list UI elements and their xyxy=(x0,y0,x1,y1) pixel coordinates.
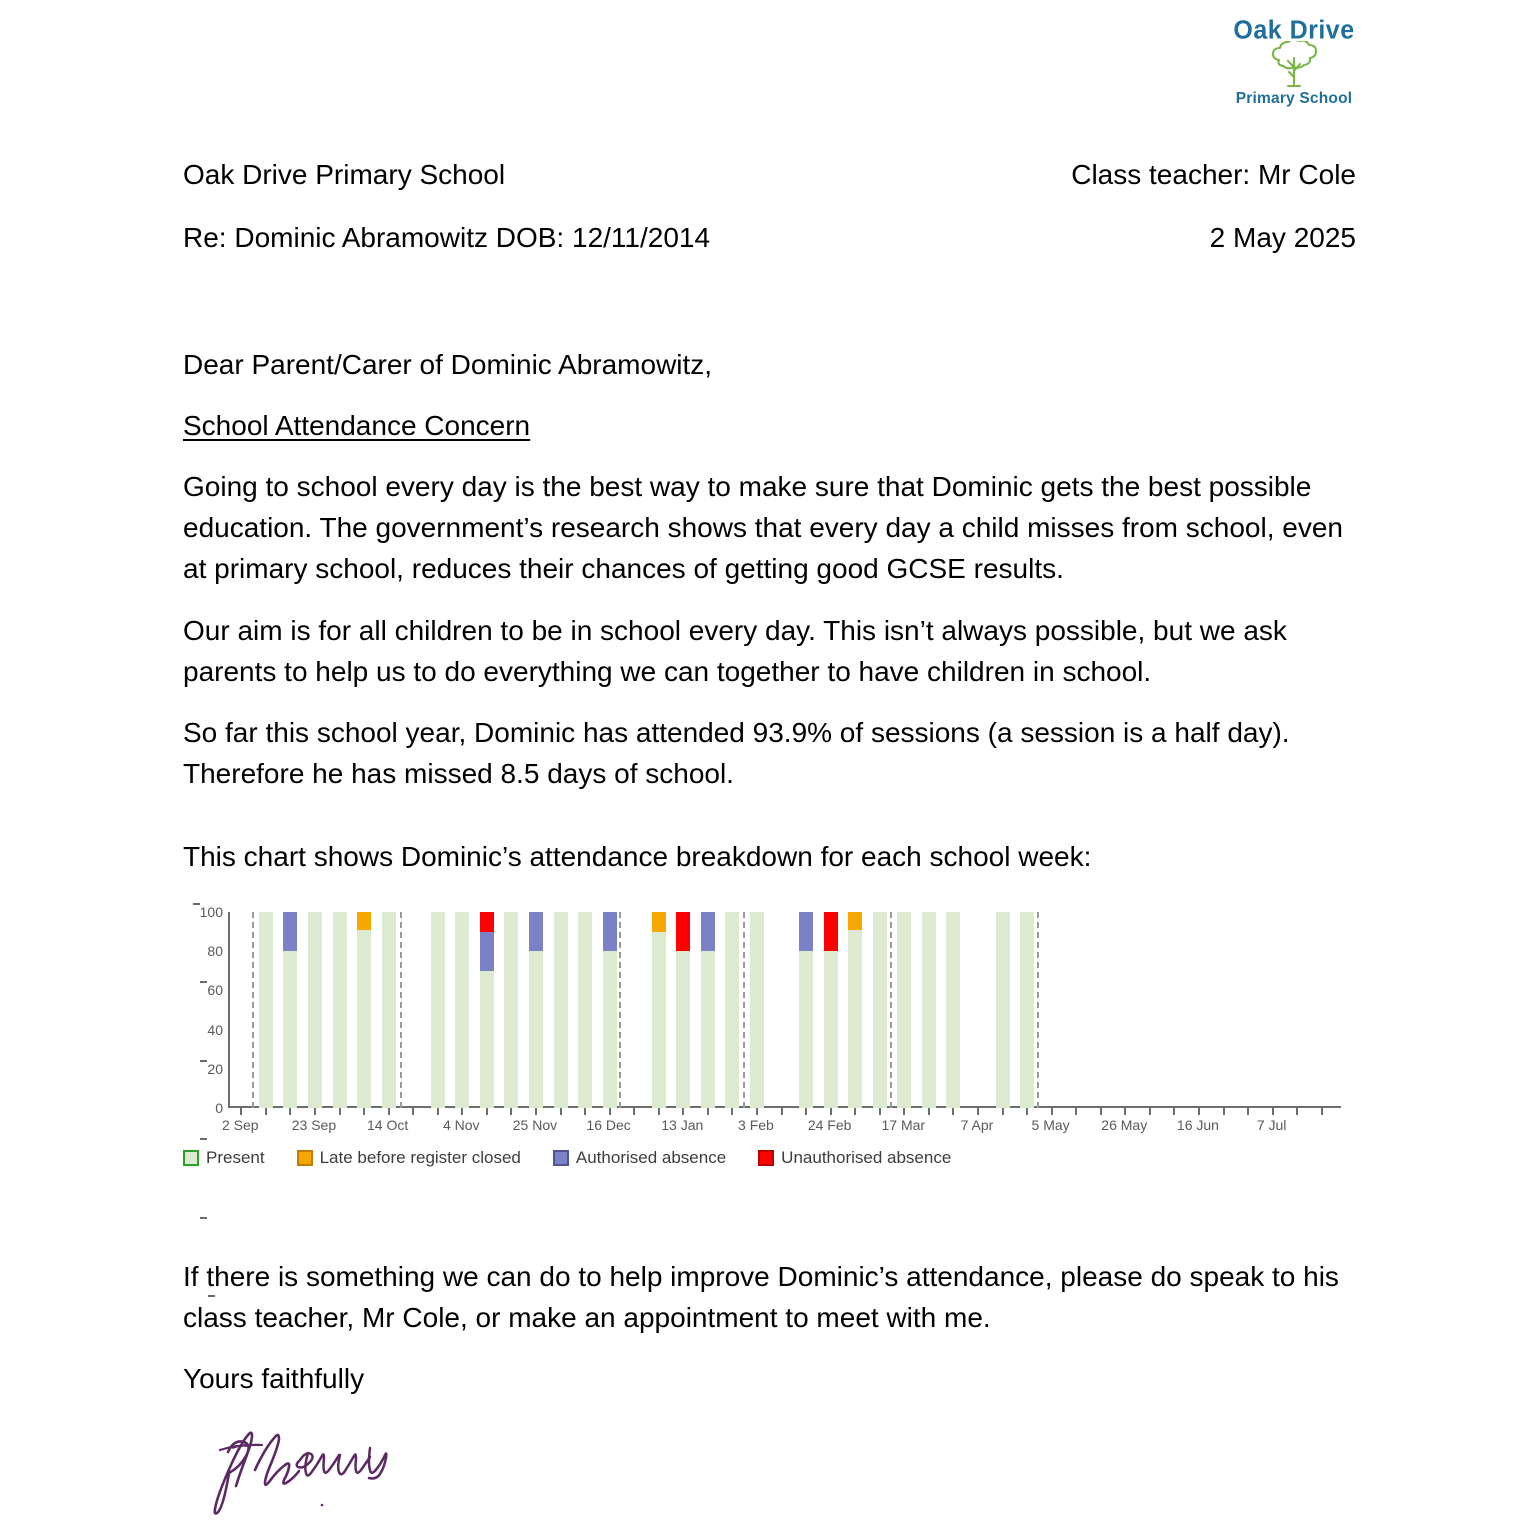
legend-label-late: Late before register closed xyxy=(319,1148,521,1167)
bar-segment-unauthorised xyxy=(824,912,838,951)
bar-segment-present xyxy=(824,951,838,1108)
x-tick-mark xyxy=(805,1108,807,1115)
chart-bar xyxy=(431,912,445,1108)
x-tick-mark xyxy=(314,1108,316,1115)
bar-segment-present xyxy=(750,912,764,1108)
y-tick-label: 80 xyxy=(207,943,223,959)
header-row-school xyxy=(183,158,1356,192)
letter-date: 2 May 2025 xyxy=(1209,222,1356,253)
x-tick-label: 17 Mar xyxy=(881,1117,926,1133)
y-tick-mark xyxy=(200,981,207,983)
term-divider xyxy=(252,912,254,1108)
x-tick-mark xyxy=(1051,1108,1053,1115)
attendance-chart xyxy=(183,906,1358,1181)
logo-top-text: Oak Drive xyxy=(1233,15,1355,45)
bar-segment-present xyxy=(480,971,494,1108)
x-tick-mark xyxy=(510,1108,512,1115)
legend-swatch-present xyxy=(183,1150,199,1166)
x-tick-label: 5 May xyxy=(1031,1117,1070,1133)
x-tick-label: 3 Feb xyxy=(738,1117,774,1133)
x-tick-mark xyxy=(560,1108,562,1115)
chart-bar xyxy=(922,912,936,1108)
x-tick-mark xyxy=(437,1108,439,1115)
paragraph-closing: If there is something we can do to help improve Dominic’s attendance, please do speak to his class teacher, Mr Cole, or make an appointment to meet with me. xyxy=(183,1261,1339,1334)
bar-segment-authorised xyxy=(603,912,617,951)
chart-bar xyxy=(701,912,715,1108)
x-tick-mark xyxy=(1272,1108,1274,1115)
chart-bar xyxy=(603,912,617,1108)
paragraph-education: Going to school every day is the best way to make sure that Dominic gets the best possible education. The government’s research shows that every day a child misses from school, even at primary school, reduces their chances of getting good GCSE results. xyxy=(183,471,1343,585)
bar-segment-present xyxy=(897,912,911,1108)
x-tick-mark xyxy=(1223,1108,1225,1115)
x-tick-mark xyxy=(707,1108,709,1115)
x-tick-mark xyxy=(1296,1108,1298,1115)
paragraph-statistics: So far this school year, Dominic has attended 93.9% of sessions (a session is a half day). Therefore he has missed 8.5 days of school. xyxy=(183,717,1290,790)
x-tick-mark xyxy=(289,1108,291,1115)
chart-bar xyxy=(824,912,838,1108)
bar-segment-present xyxy=(799,951,813,1108)
bar-segment-present xyxy=(676,951,690,1108)
bar-segment-present xyxy=(725,912,739,1108)
x-tick-mark xyxy=(1124,1108,1126,1115)
chart-bar xyxy=(848,912,862,1108)
x-tick-mark xyxy=(854,1108,856,1115)
x-tick-label: 26 May xyxy=(1101,1117,1148,1133)
logo-bottom-text: Primary School xyxy=(1235,90,1353,107)
y-tick-mark xyxy=(200,1060,207,1062)
bar-segment-unauthorised xyxy=(480,912,494,932)
chart-x-ticks xyxy=(221,1108,1341,1142)
x-tick-label: 4 Nov xyxy=(442,1117,480,1133)
x-tick-mark xyxy=(584,1108,586,1115)
chart-bar xyxy=(676,912,690,1108)
chart-bar xyxy=(504,912,518,1108)
x-tick-label: 7 Jul xyxy=(1256,1117,1287,1133)
chart-bar xyxy=(996,912,1010,1108)
chart-bar xyxy=(1020,912,1034,1108)
x-tick-label: 16 Jun xyxy=(1176,1117,1219,1133)
bar-segment-authorised xyxy=(799,912,813,951)
x-tick-mark xyxy=(1075,1108,1077,1115)
chart-bar xyxy=(480,912,494,1108)
x-tick-mark xyxy=(535,1108,537,1115)
y-tick-mark xyxy=(200,1217,207,1219)
x-tick-mark xyxy=(1149,1108,1151,1115)
x-tick-mark xyxy=(756,1108,758,1115)
bar-segment-present xyxy=(259,912,273,1108)
x-tick-mark xyxy=(682,1108,684,1115)
chart-bar xyxy=(333,912,347,1108)
bar-segment-present xyxy=(554,912,568,1108)
legend-item-late xyxy=(297,1148,521,1168)
x-tick-mark xyxy=(339,1108,341,1115)
bar-segment-present xyxy=(873,912,887,1108)
chart-intro-text: This chart shows Dominic’s attendance breakdown for each school week: xyxy=(183,841,1092,872)
bar-segment-present xyxy=(1020,912,1034,1108)
tree-icon xyxy=(1224,41,1364,89)
x-tick-mark xyxy=(781,1108,783,1115)
bar-segment-present xyxy=(455,912,469,1108)
bar-segment-present xyxy=(357,930,371,1108)
x-tick-mark xyxy=(1002,1108,1004,1115)
legend-label-authorised: Authorised absence xyxy=(575,1148,727,1167)
chart-bar xyxy=(652,912,666,1108)
bar-segment-present xyxy=(603,951,617,1108)
x-tick-mark xyxy=(1100,1108,1102,1115)
legend-label-present: Present xyxy=(206,1148,265,1167)
x-tick-mark xyxy=(265,1108,267,1115)
x-tick-mark xyxy=(240,1108,242,1115)
bar-segment-late xyxy=(848,912,862,930)
class-teacher: Class teacher: Mr Cole xyxy=(1071,159,1356,190)
chart-bar xyxy=(799,912,813,1108)
y-tick-mark xyxy=(193,903,200,905)
x-tick-mark xyxy=(363,1108,365,1115)
x-tick-label: 25 Nov xyxy=(512,1117,558,1133)
x-tick-label: 24 Feb xyxy=(807,1117,852,1133)
y-tick-label: 0 xyxy=(215,1100,223,1116)
legend-label-unauthorised: Unauthorised absence xyxy=(781,1148,952,1167)
y-tick-label: 100 xyxy=(200,904,223,920)
x-tick-mark xyxy=(461,1108,463,1115)
term-divider xyxy=(890,912,892,1108)
x-tick-mark xyxy=(1247,1108,1249,1115)
term-divider xyxy=(743,912,745,1108)
x-tick-mark xyxy=(658,1108,660,1115)
x-tick-mark xyxy=(1026,1108,1028,1115)
chart-bar xyxy=(529,912,543,1108)
term-divider xyxy=(400,912,402,1108)
legend-item-unauthorised xyxy=(758,1148,951,1168)
bar-segment-authorised xyxy=(529,912,543,951)
legend-swatch-late xyxy=(297,1150,313,1166)
chart-bar xyxy=(873,912,887,1108)
bar-segment-present xyxy=(946,912,960,1108)
chart-bars xyxy=(229,912,1334,1108)
chart-bar xyxy=(897,912,911,1108)
chart-bar xyxy=(578,912,592,1108)
chart-plot-area xyxy=(199,904,1334,1116)
chart-legend xyxy=(183,1148,983,1168)
sign-off: Yours faithfully xyxy=(183,1363,365,1394)
bar-segment-late xyxy=(357,912,371,930)
y-tick-label: 20 xyxy=(207,1061,223,1077)
x-tick-mark xyxy=(633,1108,635,1115)
chart-bar xyxy=(750,912,764,1108)
pupil-reference: Re: Dominic Abramowitz DOB: 12/11/2014 xyxy=(183,222,711,253)
chart-bar xyxy=(357,912,371,1108)
chart-bar xyxy=(382,912,396,1108)
y-tick-mark xyxy=(200,1138,207,1140)
x-tick-mark xyxy=(928,1108,930,1115)
bar-segment-present xyxy=(529,951,543,1108)
chart-bar xyxy=(725,912,739,1108)
bar-segment-present xyxy=(382,912,396,1108)
signature-image xyxy=(200,1408,450,1518)
bar-segment-authorised xyxy=(283,912,297,951)
chart-bar xyxy=(283,912,297,1108)
x-tick-mark xyxy=(731,1108,733,1115)
x-tick-label: 7 Apr xyxy=(960,1117,994,1133)
x-tick-mark xyxy=(486,1108,488,1115)
x-tick-mark xyxy=(1198,1108,1200,1115)
bar-segment-present xyxy=(431,912,445,1108)
chart-bar xyxy=(554,912,568,1108)
x-tick-label: 16 Dec xyxy=(586,1117,631,1133)
x-tick-mark xyxy=(952,1108,954,1115)
x-tick-mark xyxy=(830,1108,832,1115)
chart-bar xyxy=(308,912,322,1108)
bar-segment-present xyxy=(848,930,862,1108)
legend-swatch-authorised xyxy=(553,1150,569,1166)
school-name: Oak Drive Primary School xyxy=(183,159,506,190)
bar-segment-present xyxy=(308,912,322,1108)
x-tick-mark xyxy=(1173,1108,1175,1115)
legend-item-present xyxy=(183,1148,265,1168)
legend-item-authorised xyxy=(553,1148,726,1168)
bar-segment-present xyxy=(652,932,666,1108)
y-tick-label: 40 xyxy=(207,1022,223,1038)
x-tick-mark xyxy=(388,1108,390,1115)
paragraph-aim: Our aim is for all children to be in school every day. This isn’t always possible, but we ask parents to help us to do everything we can together to have children in school. xyxy=(183,615,1287,688)
x-tick-mark xyxy=(609,1108,611,1115)
bar-segment-present xyxy=(996,912,1010,1108)
x-tick-mark xyxy=(1321,1108,1323,1115)
y-tick-label: 60 xyxy=(207,982,223,998)
bar-segment-authorised xyxy=(480,932,494,971)
bar-segment-authorised xyxy=(701,912,715,951)
header-row-reference xyxy=(183,221,1356,255)
bar-segment-present xyxy=(922,912,936,1108)
chart-bar xyxy=(455,912,469,1108)
bar-segment-unauthorised xyxy=(676,912,690,951)
x-tick-mark xyxy=(903,1108,905,1115)
x-tick-label: 23 Sep xyxy=(291,1117,337,1133)
x-tick-label: 2 Sep xyxy=(221,1117,259,1133)
bar-segment-present xyxy=(504,912,518,1108)
legend-swatch-unauthorised xyxy=(758,1150,774,1166)
term-divider xyxy=(619,912,621,1108)
x-tick-label: 13 Jan xyxy=(661,1117,704,1133)
x-tick-mark xyxy=(977,1108,979,1115)
bar-segment-present xyxy=(701,951,715,1108)
greeting: Dear Parent/Carer of Dominic Abramowitz, xyxy=(183,349,713,380)
subject-heading: School Attendance Concern xyxy=(183,410,531,441)
bar-segment-present xyxy=(578,912,592,1108)
term-divider xyxy=(1037,912,1039,1108)
x-tick-mark xyxy=(879,1108,881,1115)
bar-segment-late xyxy=(652,912,666,932)
school-logo xyxy=(1224,15,1364,118)
bar-segment-present xyxy=(333,912,347,1108)
x-tick-mark xyxy=(412,1108,414,1115)
x-tick-label: 14 Oct xyxy=(366,1117,409,1133)
chart-bar xyxy=(946,912,960,1108)
chart-bar xyxy=(259,912,273,1108)
bar-segment-present xyxy=(283,951,297,1108)
